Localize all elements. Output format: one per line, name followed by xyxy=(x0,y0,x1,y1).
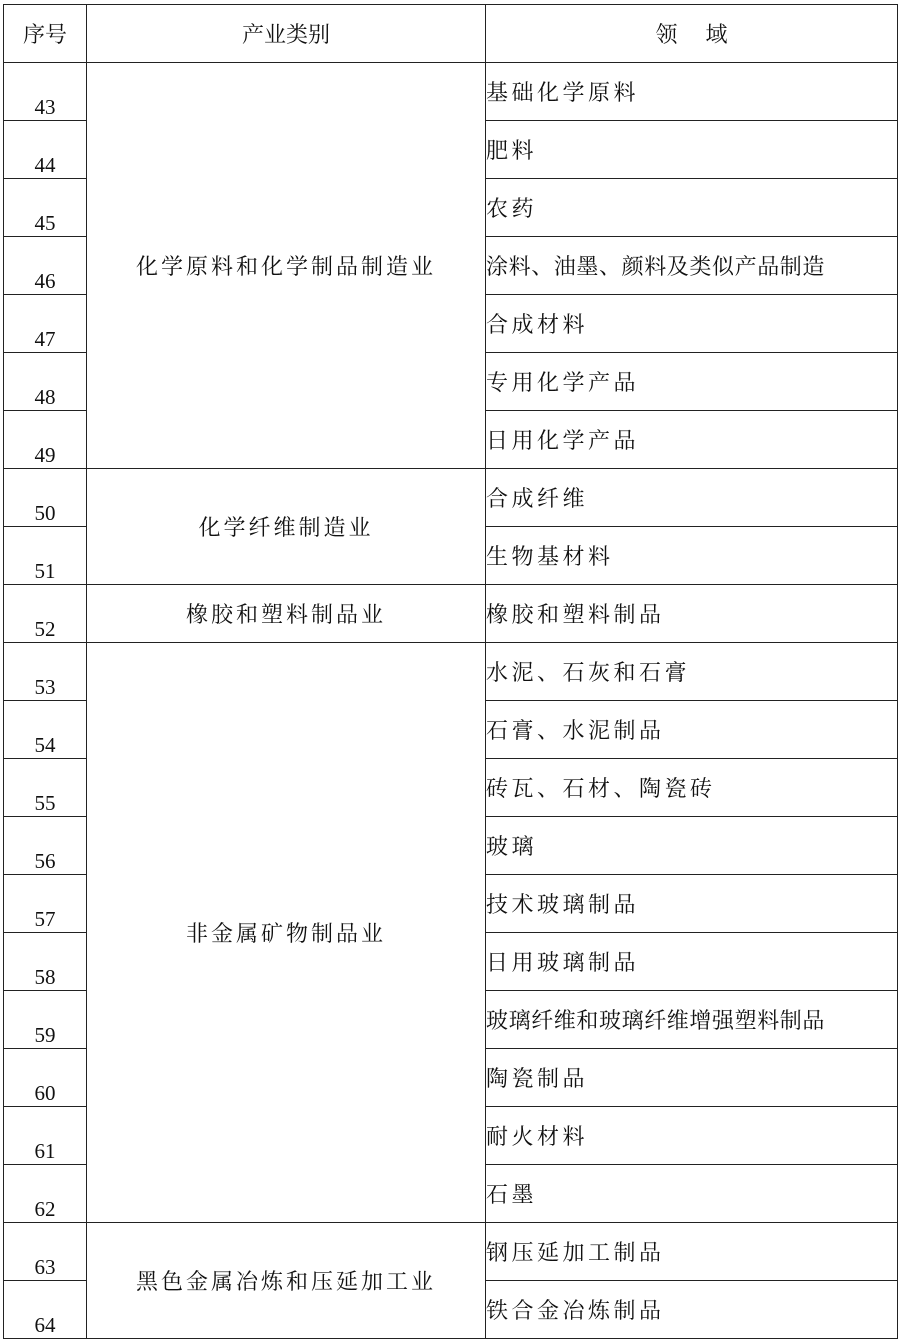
category-cell: 橡胶和塑料制品业 xyxy=(87,585,486,643)
row-number: 63 xyxy=(4,1223,87,1281)
field-cell: 砖瓦、石材、陶瓷砖 xyxy=(486,759,898,817)
row-number: 48 xyxy=(4,353,87,411)
field-cell: 基础化学原料 xyxy=(486,63,898,121)
row-number: 47 xyxy=(4,295,87,353)
field-cell: 日用玻璃制品 xyxy=(486,933,898,991)
category-cell: 非金属矿物制品业 xyxy=(87,643,486,1223)
field-cell: 铁合金冶炼制品 xyxy=(486,1281,898,1339)
table-row xyxy=(4,469,898,527)
category-cell: 化学原料和化学制品制造业 xyxy=(87,63,486,469)
row-number: 51 xyxy=(4,527,87,585)
field-cell: 钢压延加工制品 xyxy=(486,1223,898,1281)
field-cell: 合成纤维 xyxy=(486,469,898,527)
field-cell: 肥料 xyxy=(486,121,898,179)
field-cell: 橡胶和塑料制品 xyxy=(486,585,898,643)
industry-table xyxy=(3,4,898,1339)
row-number: 45 xyxy=(4,179,87,237)
table-header-row xyxy=(4,5,898,63)
field-cell: 石墨 xyxy=(486,1165,898,1223)
header-field: 领域 xyxy=(486,5,898,63)
row-number: 49 xyxy=(4,411,87,469)
field-cell: 水泥、石灰和石膏 xyxy=(486,643,898,701)
row-number: 43 xyxy=(4,63,87,121)
field-cell: 石膏、水泥制品 xyxy=(486,701,898,759)
row-number: 52 xyxy=(4,585,87,643)
row-number: 50 xyxy=(4,469,87,527)
table-row xyxy=(4,585,898,643)
row-number: 53 xyxy=(4,643,87,701)
table-row xyxy=(4,1223,898,1281)
category-cell: 黑色金属冶炼和压延加工业 xyxy=(87,1223,486,1339)
field-cell: 专用化学产品 xyxy=(486,353,898,411)
row-number: 55 xyxy=(4,759,87,817)
table-row xyxy=(4,63,898,121)
field-cell: 技术玻璃制品 xyxy=(486,875,898,933)
row-number: 59 xyxy=(4,991,87,1049)
row-number: 46 xyxy=(4,237,87,295)
field-cell: 耐火材料 xyxy=(486,1107,898,1165)
row-number: 58 xyxy=(4,933,87,991)
field-cell: 生物基材料 xyxy=(486,527,898,585)
header-serial-number: 序号 xyxy=(4,5,87,63)
category-cell: 化学纤维制造业 xyxy=(87,469,486,585)
row-number: 60 xyxy=(4,1049,87,1107)
field-cell: 农药 xyxy=(486,179,898,237)
row-number: 44 xyxy=(4,121,87,179)
field-cell: 玻璃 xyxy=(486,817,898,875)
field-cell: 陶瓷制品 xyxy=(486,1049,898,1107)
row-number: 62 xyxy=(4,1165,87,1223)
row-number: 57 xyxy=(4,875,87,933)
row-number: 61 xyxy=(4,1107,87,1165)
field-cell: 日用化学产品 xyxy=(486,411,898,469)
field-cell: 涂料、油墨、颜料及类似产品制造 xyxy=(486,237,898,295)
field-cell: 合成材料 xyxy=(486,295,898,353)
header-industry-category: 产业类别 xyxy=(87,5,486,63)
row-number: 56 xyxy=(4,817,87,875)
row-number: 64 xyxy=(4,1281,87,1339)
table-row xyxy=(4,643,898,701)
row-number: 54 xyxy=(4,701,87,759)
field-cell: 玻璃纤维和玻璃纤维增强塑料制品 xyxy=(486,991,898,1049)
